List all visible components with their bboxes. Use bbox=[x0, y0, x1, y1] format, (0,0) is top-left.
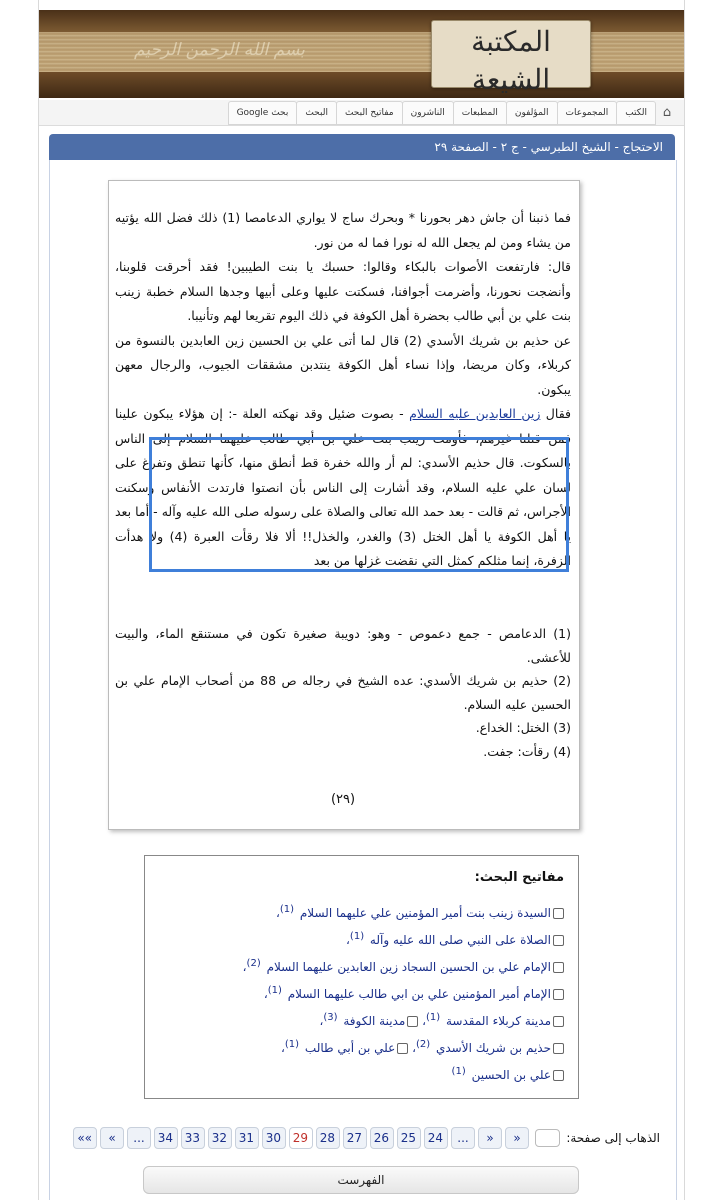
text-paragraph-2: قال: فارتفعت الأصوات بالبكاء وقالوا: حسبك يا بنت الطيبين! فقد أحرقت قلوبنا، وأنضجت نحورنا، وأضرمت أجوافنا، فسكتت عليها وعلى أبيها وجدها السلام خطبة زينب بنت علي بن أبي طالب بحضرة أهل الكوفة في ذلك اليوم تقريعا لهم وتأنيبا. bbox=[115, 259, 571, 323]
keyword-link[interactable]: حذيم بن شريك الأسدي bbox=[435, 1041, 551, 1055]
footnote-2: (2) حذيم بن شريك الأسدي: عده الشيخ في رجاله ص 88 من أصحاب الإمام علي بن الحسين عليه السلام. bbox=[115, 673, 572, 712]
keyword-count: (2) bbox=[415, 1039, 431, 1050]
keyword-link[interactable]: الإمام علي بن الحسين السجاد زين العابدين عليهما السلام bbox=[266, 960, 551, 974]
tab-printers[interactable]: المطبعات bbox=[453, 101, 507, 125]
logo-arabic: المكتبة الشيعة bbox=[471, 25, 551, 96]
keyword-count: (1) bbox=[425, 1012, 441, 1023]
keyword-link[interactable]: علي بن الحسين bbox=[471, 1068, 551, 1082]
prev-page-button[interactable]: « bbox=[478, 1127, 502, 1149]
keyword-checkbox[interactable] bbox=[553, 908, 564, 919]
current-page-indicator: 29 bbox=[289, 1127, 313, 1149]
text-paragraph-4-pre: فقال bbox=[540, 406, 571, 421]
page-33-button[interactable]: 33 bbox=[181, 1127, 205, 1149]
tab-books[interactable]: الكتب bbox=[616, 101, 656, 125]
site-logo[interactable] bbox=[431, 20, 591, 96]
basmala-calligraphy: بسم الله الرحمن الرحيم bbox=[134, 40, 305, 60]
tab-search-keys[interactable]: مفاتيح البحث bbox=[336, 101, 403, 125]
footnotes bbox=[115, 622, 571, 763]
index-button[interactable]: الفهرست bbox=[143, 1166, 579, 1194]
keyword-link[interactable]: السيدة زينب بنت أمير المؤمنين علي عليهما السلام bbox=[299, 906, 551, 920]
page-28-button[interactable]: 28 bbox=[316, 1127, 340, 1149]
text-paragraph-4-post: - بصوت ضئيل وقد نهكته العلة -: إن هؤلاء يبكون علينا فمن قتلنا غيرهم، فأومت زينب بنت علي بن أبي طالب عليهما السلام إلى الناس بالسكوت. قال حذيم الأسدي: لم أر والله خفرة قط أنطق منها، كأنها تنطق وتفرغ على لسان علي عليه السلام، وقد أشارت إلى الناس بأن انصتوا فارتدت الأنفاس وسكنت الأجراس، ثم قالت - بعد حمد الله تعالى والصلاة على رسوله صلى الله عليه وآله - أما بعد يا أهل الكوفة يا أهل الختل (3) والغدر، والخذل!! ألا فلا رقأت العبرة (4) ولا هدأت الزفرة، إنما مثلكم كمثل التي نقضت غزلها من بعد bbox=[115, 406, 571, 568]
pagination bbox=[70, 1127, 660, 1149]
footnote-3: (3) الختل: الخداع. bbox=[475, 720, 571, 735]
keyword-link[interactable]: مدينة الكوفة bbox=[343, 1014, 406, 1028]
list-item: الإمام علي بن الحسين السجاد زين العابدين عليهما السلام $^{(2)}$، bbox=[159, 950, 564, 977]
list-item: حذيم بن شريك الأسدي $^{(2)}$، علي بن أبي طالب $^{(1)}$، bbox=[159, 1031, 564, 1058]
keyword-checkbox[interactable] bbox=[553, 962, 564, 973]
header-banner bbox=[39, 10, 684, 98]
keyword-count: (1) bbox=[451, 1066, 466, 1077]
top-nav bbox=[39, 100, 684, 126]
keyword-count: (1) bbox=[279, 904, 295, 915]
footnote-4: (4) رقأت: جفت. bbox=[483, 743, 571, 759]
keyword-checkbox[interactable] bbox=[553, 1016, 564, 1027]
keyword-count: (3) bbox=[323, 1012, 338, 1023]
keyword-count: (1) bbox=[267, 985, 282, 996]
list-item: الصلاة على النبي صلى الله عليه وآله $^{(1)}$، bbox=[159, 923, 564, 950]
page-26-button[interactable]: 26 bbox=[370, 1127, 394, 1149]
text-paragraph-4 bbox=[115, 402, 571, 574]
pages-ellipsis-end[interactable]: ... bbox=[127, 1127, 151, 1149]
page-30-button[interactable]: 30 bbox=[262, 1127, 286, 1149]
page-32-button[interactable]: 32 bbox=[208, 1127, 232, 1149]
tab-publishers[interactable]: الناشرون bbox=[402, 101, 454, 125]
author-link[interactable]: زين العابدين عليه السلام bbox=[409, 406, 541, 421]
keyword-link[interactable]: الإمام أمير المؤمنين علي بن ابي طالب عليهما السلام bbox=[287, 987, 551, 1001]
keyword-checkbox[interactable] bbox=[553, 1043, 564, 1054]
tab-authors[interactable]: المؤلفون bbox=[506, 101, 558, 125]
book-text bbox=[115, 206, 571, 574]
list-item: الإمام أمير المؤمنين علي بن ابي طالب عليهما السلام $^{(1)}$، bbox=[159, 977, 564, 1004]
search-keys-box bbox=[144, 855, 579, 1099]
page-title: الاحتجاج - الشيخ الطبرسي - ج ٢ - الصفحة ٢٩ bbox=[49, 134, 675, 160]
keyword-checkbox[interactable] bbox=[397, 1043, 408, 1054]
home-icon[interactable]: ⌂ bbox=[662, 105, 672, 120]
list-item: مدينة كربلاء المقدسة $^{(1)}$، مدينة الكوفة $^{(3)}$، bbox=[159, 1004, 564, 1031]
keyword-link[interactable]: الصلاة على النبي صلى الله عليه وآله bbox=[369, 933, 551, 947]
page-number: (٢٩) bbox=[330, 792, 356, 807]
keyword-checkbox[interactable] bbox=[407, 1016, 418, 1027]
goto-page-input[interactable] bbox=[535, 1129, 560, 1147]
pages-ellipsis-start[interactable]: ... bbox=[451, 1127, 475, 1149]
list-item bbox=[159, 1058, 564, 1085]
tab-collections[interactable]: المجموعات bbox=[557, 101, 618, 125]
page-31-button[interactable]: 31 bbox=[235, 1127, 259, 1149]
keyword-count: (1) bbox=[284, 1039, 300, 1050]
search-keys-title: مفاتيح البحث: bbox=[474, 870, 564, 885]
tab-google-search[interactable]: بحث Google bbox=[228, 101, 298, 125]
next-page-button[interactable]: » bbox=[100, 1127, 124, 1149]
keyword-count: (2) bbox=[246, 958, 261, 969]
first-page-button[interactable]: « bbox=[505, 1127, 529, 1149]
page-27-button[interactable]: 27 bbox=[343, 1127, 367, 1149]
keyword-checkbox[interactable] bbox=[553, 989, 564, 1000]
page-25-button[interactable]: 25 bbox=[397, 1127, 421, 1149]
last-page-button[interactable]: »» bbox=[73, 1127, 97, 1149]
page-24-button[interactable]: 24 bbox=[424, 1127, 448, 1149]
keyword-checkbox[interactable] bbox=[553, 1070, 564, 1081]
footnote-1: (1) الدعامص - جمع دعموص - وهو: دويبة صغيرة تكون في مستنقع الماء، والبيت للأعشى. bbox=[115, 626, 571, 665]
keyword-count: (1) bbox=[349, 931, 365, 942]
keyword-link[interactable]: علي بن أبي طالب bbox=[304, 1041, 396, 1055]
search-keys-list bbox=[159, 896, 564, 1085]
text-paragraph-3: عن حذيم بن شريك الأسدي (2) قال لما أتى علي بن الحسين زين العابدين بالنسوة من كربلاء، وكان مريضا، وإذا نساء أهل الكوفة ينتدبن مشققات الجيوب، والرجال معهن يبكون. bbox=[115, 332, 571, 397]
goto-page-label: الذهاب إلى صفحة: bbox=[566, 1131, 660, 1145]
text-paragraph-1: فما ذنبنا أن جاش دهر بحورنا * وبحرك ساج لا يواري الدعامصا (1) ذلك فضل الله يؤتيه من يشاء ومن لم يجعل الله له نورا فما له من نور. bbox=[115, 210, 571, 250]
keyword-checkbox[interactable] bbox=[553, 935, 564, 946]
page-34-button[interactable]: 34 bbox=[154, 1127, 178, 1149]
list-item: السيدة زينب بنت أمير المؤمنين علي عليهما السلام $^{(1)}$، bbox=[159, 896, 564, 923]
tab-search[interactable]: البحث bbox=[296, 101, 337, 125]
keyword-link[interactable]: مدينة كربلاء المقدسة bbox=[445, 1014, 551, 1028]
